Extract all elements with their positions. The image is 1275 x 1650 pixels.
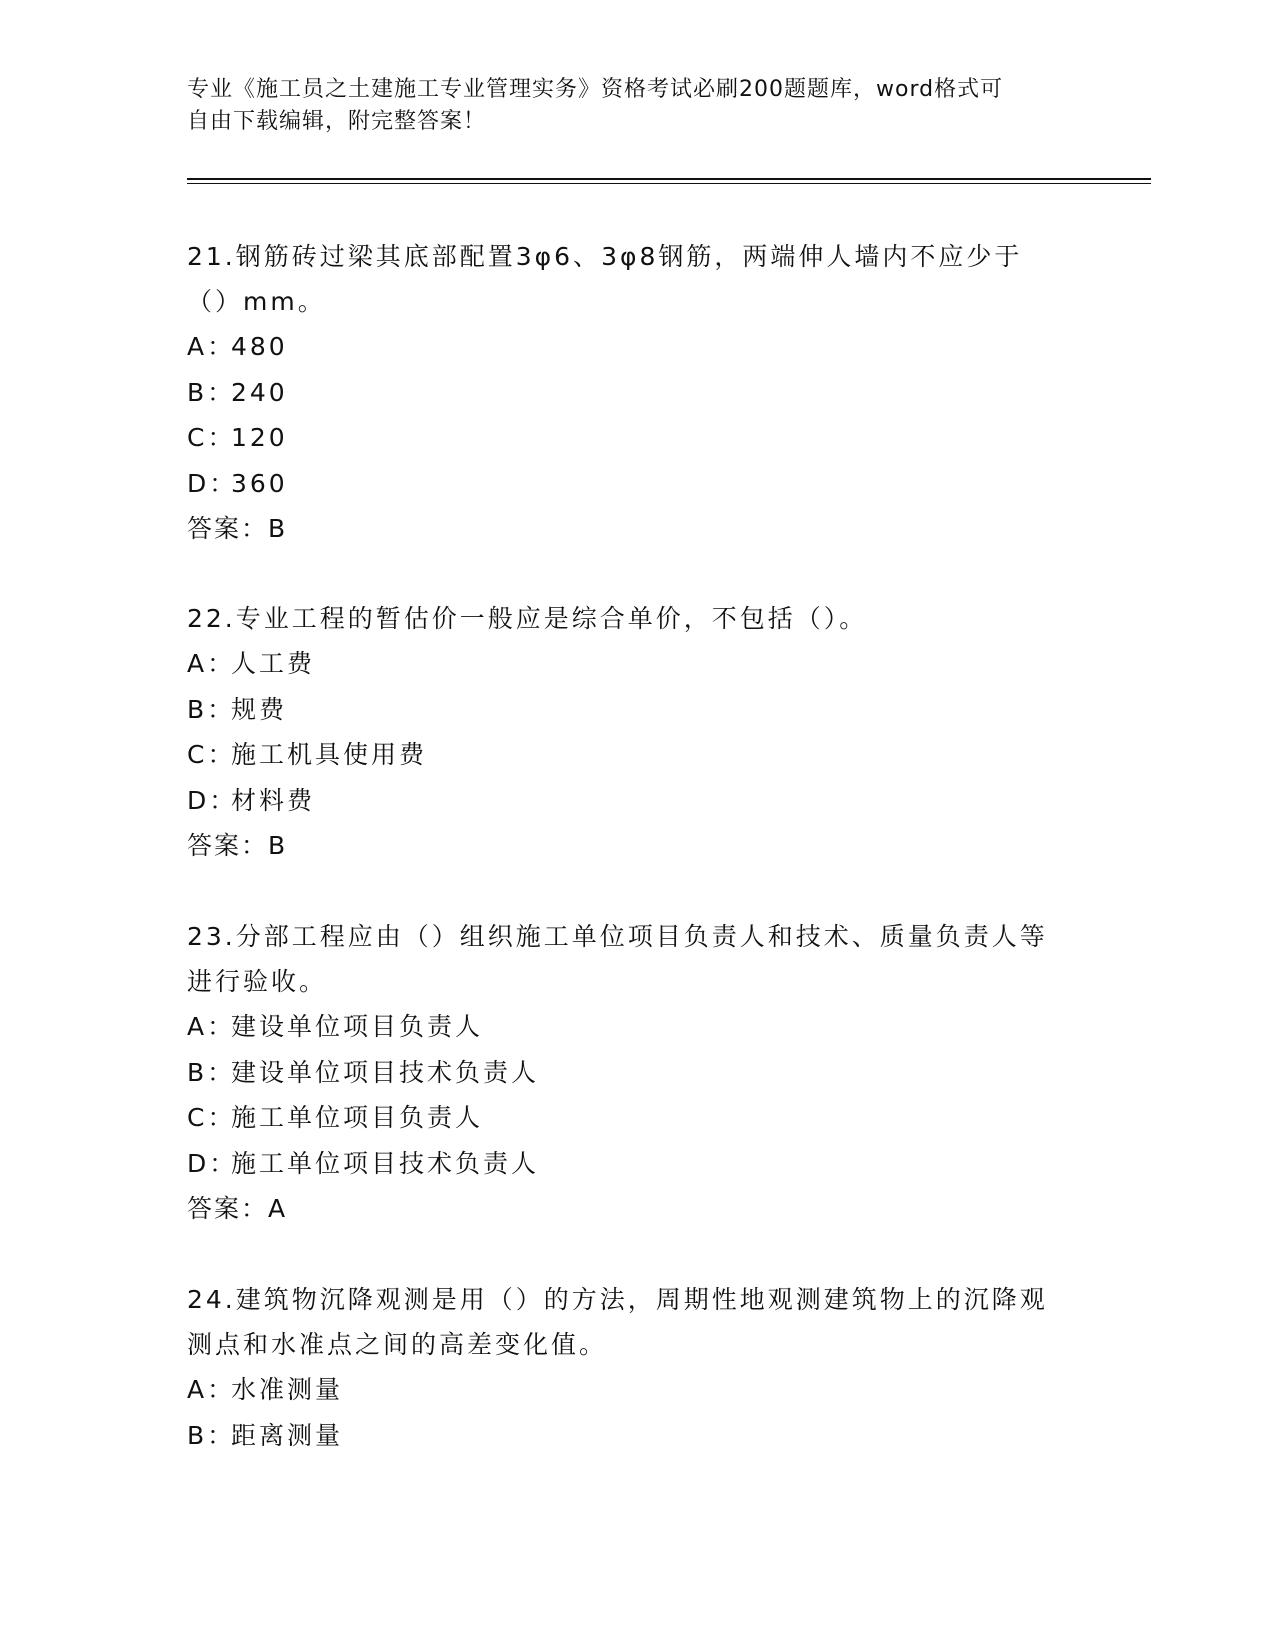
- question-stem: [187, 596, 1087, 641]
- option-text: 水准测量: [231, 1375, 344, 1404]
- question-stem-line: 测点和水准点之间的高差变化值。: [187, 1330, 608, 1359]
- option-a: [187, 1367, 1087, 1413]
- option-key: A：: [187, 1375, 236, 1404]
- option-a: [187, 324, 1087, 370]
- question-stem: [187, 1277, 1087, 1367]
- option-text: 人工费: [231, 649, 316, 678]
- question-23: [187, 914, 1087, 1232]
- answer-line: 答案：B: [187, 514, 288, 543]
- option-c: [187, 415, 1087, 461]
- option-d: [187, 778, 1087, 824]
- option-text: 规费: [231, 694, 288, 724]
- option-b: [187, 370, 1087, 416]
- option-key: D：: [187, 468, 238, 498]
- option-text: 材料费: [231, 785, 316, 815]
- option-text: 建设单位项目技术负责人: [231, 1057, 540, 1087]
- option-text: 120: [231, 423, 288, 452]
- option-c: [187, 1095, 1087, 1141]
- option-key: D：: [187, 785, 238, 815]
- option-key: A：: [187, 1012, 236, 1041]
- option-text: 施工机具使用费: [231, 740, 428, 769]
- question-22: [187, 596, 1087, 869]
- question-stem-line: 21.钢筋砖过梁其底部配置3φ6、3φ8钢筋，两端伸人墙内不应少于: [187, 242, 1023, 271]
- option-a: [187, 641, 1087, 687]
- option-a: [187, 1004, 1087, 1050]
- option-key: B：: [187, 377, 236, 407]
- question-stem-line: 23.分部工程应由（）组织施工单位项目负责人和技术、质量负责人等: [187, 922, 1048, 951]
- question-21: [187, 234, 1087, 552]
- header-divider-thick: [187, 178, 1151, 180]
- option-text: 建设单位项目负责人: [231, 1012, 484, 1041]
- option-key: B：: [187, 694, 236, 724]
- option-text: 施工单位项目负责人: [231, 1103, 484, 1132]
- option-text: 240: [231, 377, 288, 407]
- question-stem: [187, 234, 1087, 324]
- option-key: C：: [187, 740, 236, 769]
- question-stem-line: 22.专业工程的暂估价一般应是综合单价，不包括（）。: [187, 604, 868, 633]
- option-c: [187, 732, 1087, 778]
- answer-line: 答案：A: [187, 1194, 288, 1223]
- header-line-2: 自由下载编辑，附完整答案！: [187, 109, 487, 134]
- question-24: [187, 1277, 1087, 1458]
- option-key: C：: [187, 423, 236, 452]
- option-b: [187, 687, 1087, 733]
- question-stem-line: 进行验收。: [187, 967, 328, 996]
- option-text: 距离测量: [231, 1420, 344, 1450]
- answer-line: 答案：B: [187, 831, 288, 860]
- option-text: 施工单位项目技术负责人: [231, 1148, 540, 1178]
- option-d: [187, 1141, 1087, 1187]
- option-key: A：: [187, 649, 236, 678]
- document-header: [187, 74, 1067, 138]
- option-d: [187, 461, 1087, 507]
- header-line-1: 专业《施工员之土建施工专业管理实务》资格考试必刷200题题库，word格式可: [187, 77, 1004, 102]
- option-key: B：: [187, 1057, 236, 1087]
- option-b: [187, 1413, 1087, 1459]
- question-stem: [187, 914, 1087, 1004]
- option-text: 360: [231, 468, 288, 498]
- option-key: C：: [187, 1103, 236, 1132]
- option-key: A：: [187, 332, 236, 361]
- option-text: 480: [231, 332, 288, 361]
- header-divider-thin: [187, 183, 1151, 184]
- option-key: D：: [187, 1148, 238, 1178]
- question-stem-line: 24.建筑物沉降观测是用（）的方法，周期性地观测建筑物上的沉降观: [187, 1285, 1048, 1314]
- option-key: B：: [187, 1420, 236, 1450]
- question-stem-line: （）mm。: [187, 287, 326, 316]
- option-b: [187, 1050, 1087, 1096]
